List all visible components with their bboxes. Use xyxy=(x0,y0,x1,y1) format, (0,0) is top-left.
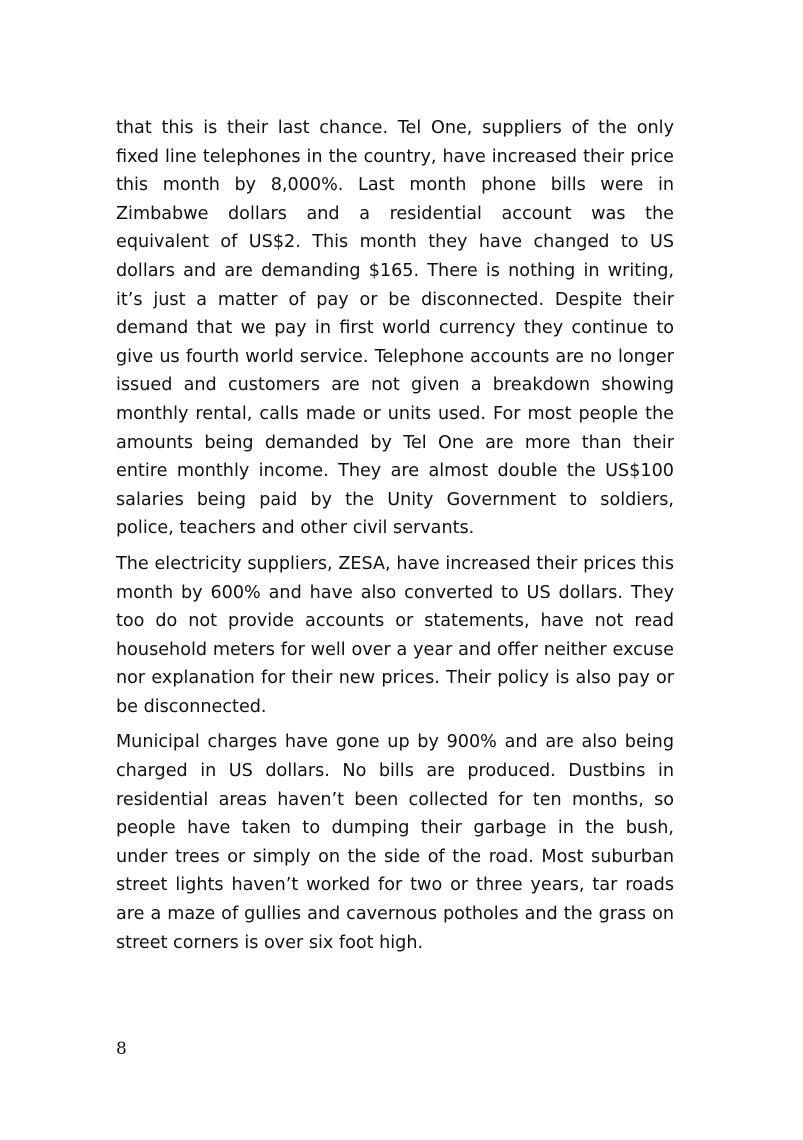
paragraph-zesa: The electricity suppliers, ZESA, have increased their prices this month by 600% and have also converted to US dollars. They too do not provide accounts or statements, have not read household meters for well over a year and offer neither excuse nor explanation for their new prices. Their policy is also pay or be disconnected. xyxy=(116,553,674,717)
body-text xyxy=(116,114,674,957)
paragraph-telone: that this is their last chance. Tel One, suppliers of the only fixed line telephones in the country, have increased their price this month by 8,000%. Last month phone bills were in Zimbabwe dollars and a residential account was the equivalent of US$2. This month they have changed to US dollars and are demanding $165. There is nothing in writing, it’s just a matter of pay or be disconnected. Despite their demand that we pay in first world currency they continue to give us fourth world service. Telephone accounts are no longer issued and customers are not given a breakdown showing monthly rental, calls made or units used. For most people the amounts being demanded by Tel One are more than their entire monthly income. They are almost double the US$100 salaries being paid by the Unity Government to soldiers, police, teachers and other civil servants. xyxy=(116,118,674,539)
page-number: 8 xyxy=(116,1039,127,1059)
paragraph-municipal: Municipal charges have gone up by 900% and are also being charged in US dollars. No bills are produced. Dustbins in residential areas haven’t been collected for ten months, so people have taken to dumping their garbage in the bush, under trees or simply on the side of the road. Most suburban street lights haven’t worked for two or three years, tar roads are a maze of gullies and cavernous potholes and the grass on street corners is over six foot high. xyxy=(116,732,674,953)
